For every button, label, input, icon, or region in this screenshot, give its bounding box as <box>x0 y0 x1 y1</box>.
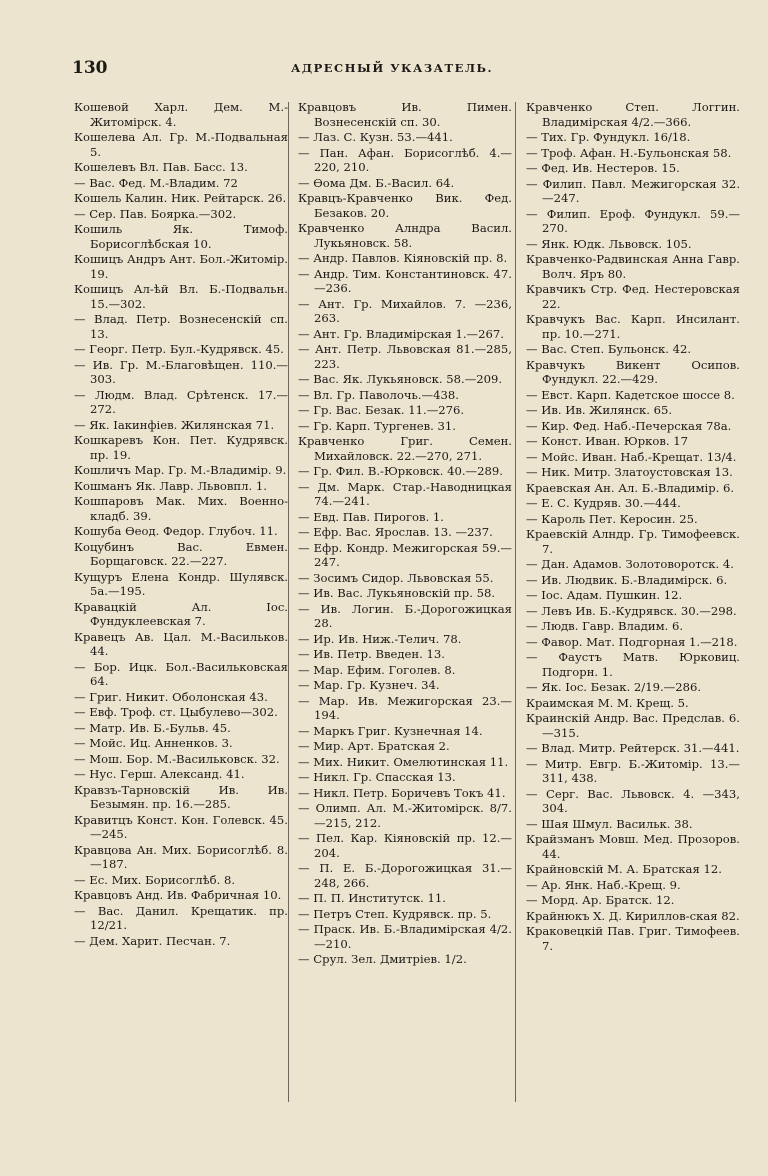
address-entry: — Серг. Вас. Львовск. 4. —343, 304. <box>526 786 740 815</box>
address-entry: — Бор. Ицк. Бол.-Васильковская 64. <box>74 659 288 688</box>
address-entry: — Фаустъ Матв. Юрковиц. Подгорн. 1. <box>526 650 740 679</box>
address-entry: Краинскій Андр. Вас. Предслав. 6.—315. <box>526 711 740 740</box>
address-entry: — Ив. Ив. Жилянск. 65. <box>526 403 673 417</box>
address-entry: — Ар. Янк. Наб.-Крещ. 9. <box>526 877 681 892</box>
address-entry: Кравитцъ Конст. Кон. Голевск. 45.—245. <box>74 812 288 841</box>
address-entry: — Ефр. Кондр. Межигорская 59.—247. <box>298 540 512 569</box>
address-entry: — Евф. Троф. ст. Цыбулево—302. <box>74 705 278 719</box>
address-entry: — Дан. Адамов. Золотоворотск. 4. <box>526 557 734 571</box>
address-entry: — Гр. Вас. Безак. 11.—276. <box>298 403 465 417</box>
address-entry: Краевская Ан. Ал. Б.-Владимір. 6. <box>526 480 735 495</box>
address-entry: — Митр. Евгр. Б.-Житомір. 13.—311, 438. <box>526 756 740 785</box>
address-entry: — Янк. Юдк. Львовск. 105. <box>526 236 692 251</box>
address-entry: Кравченко Степ. Логгин. Владимірская 4/2.—366. <box>526 100 740 129</box>
address-entry: — Вл. Гр. Паволочь.—438. <box>298 387 459 402</box>
address-entry: Крайнюкъ Х. Д. Кириллов-ская 82. <box>526 908 740 923</box>
address-entry: — Петръ Степ. Кудрявск. пр. 5. <box>298 906 492 921</box>
address-entry: — Конст. Иван. Юрков. 17 <box>526 434 689 448</box>
address-entry: — Филип. Ероф. Фундукл. 59.—270. <box>526 206 740 235</box>
address-entry: Кошелевъ Вл. Пав. Басс. 13. <box>74 160 248 174</box>
address-entry: — Левъ Ив. Б.-Кудрявск. 30.—298. <box>526 603 737 618</box>
address-entry: — Георг. Петр. Бул.-Кудрявск. 45. <box>74 342 284 356</box>
address-entry: — Ефр. Вас. Ярослав. 13. —237. <box>298 525 493 539</box>
address-entry: Кошицъ Ал-ѣй Вл. Б.-Подвальн. 15.—302. <box>74 282 288 311</box>
address-entry: Крайновскій М. А. Братская 12. <box>526 862 722 876</box>
address-entry: Кравцовъ Ив. Пимен. Вознесенскій сп. 30. <box>298 100 512 129</box>
address-entry: — Зосимъ Сидор. Львовская 55. <box>298 570 494 585</box>
address-entry: — Ѳома Дм. Б.-Васил. 64. <box>298 175 455 190</box>
address-entry: — Кароль Пет. Керосин. 25. <box>526 511 698 526</box>
address-entry: Кравацкій Ал. Iос. Фундуклеевская 7. <box>74 599 288 628</box>
address-entry: Кошицъ Андръ Ант. Бол.-Житомір. 19. <box>74 252 288 281</box>
address-entry: Кошкаревъ Кон. Пет. Кудрявск. пр. 19. <box>74 433 288 462</box>
address-entry: — П. Е. Б.-Дорогожицкая 31.—248, 266. <box>298 861 512 890</box>
address-entry: — Як. Iос. Безак. 2/19.—286. <box>526 680 702 694</box>
address-entry: — Ив. Петр. Введен. 13. <box>298 647 445 661</box>
address-entry: — Олимп. Ал. М.-Житомірск. 8/7.—215, 212. <box>298 801 512 830</box>
page-header <box>72 58 712 82</box>
address-entry: — Мир. Арт. Братская 2. <box>298 739 450 753</box>
address-entry: — Пан. Афан. Борисоглѣб. 4.—220, 210. <box>298 145 512 174</box>
address-entry: Крайзманъ Мовш. Мед. Прозоров. 44. <box>526 832 740 861</box>
address-entry: Кравченко-Радвинская Анна Гавр. Волч. Яръ 80. <box>526 252 740 281</box>
address-entry: — Никл. Гр. Спасская 13. <box>298 770 456 784</box>
address-entry: — Вас. Як. Лукьяновск. 58.—209. <box>298 372 503 386</box>
address-entry: — Людв. Гавр. Владим. 6. <box>526 619 684 633</box>
address-entry: — Ант. Гр. Михайлов. 7. —236, 263. <box>298 296 512 325</box>
address-entry: Краевскій Алндр. Гр. Тимофеевск. 7. <box>526 527 740 556</box>
address-entry: — Влад. Митр. Рейтерск. 31.—441. <box>526 741 740 755</box>
address-entry: — Е. С. Кудряв. 30.—444. <box>526 496 681 510</box>
address-entry: — Андр. Тим. Константиновск. 47.—236. <box>298 266 512 295</box>
address-entry: — Як. Iакинфіев. Жилянская 71. <box>74 417 275 432</box>
address-entry: Кравчикъ Стр. Фед. Нестеровская 22. <box>526 282 740 311</box>
address-entry: — Ив. Логин. Б.-Дорогожицкая 28. <box>298 601 512 630</box>
address-entry: — Влад. Петр. Вознесенскій сп. 13. <box>74 312 288 341</box>
address-entry: — Шая Шмул. Васильк. 38. <box>526 816 693 831</box>
address-entry: — Iос. Адам. Пушкин. 12. <box>526 588 683 602</box>
address-entry: Кравецъ Ав. Цал. М.-Васильков. 44. <box>74 629 288 658</box>
address-entry: Кошиль Як. Тимоф. Борисоглѣбская 10. <box>74 222 288 251</box>
address-entry: Кравчукъ Викент Осипов. Фундукл. 22.—429. <box>526 357 740 386</box>
column-middle <box>298 100 512 968</box>
column-left <box>74 100 288 949</box>
address-entry: — Никл. Петр. Боричевъ Токъ 41. <box>298 785 506 800</box>
address-entry: — Фавор. Мат. Подгорная 1.—218. <box>526 634 738 649</box>
address-entry: — Ник. Митр. Златоустовская 13. <box>526 465 733 479</box>
address-entry: — Ив. Вас. Лукьяновскій пр. 58. <box>298 586 496 600</box>
column-divider <box>288 102 289 1102</box>
address-entry: — Срул. Зел. Дмитріев. 1/2. <box>298 952 467 966</box>
address-entry: — Тих. Гр. Фундукл. 16/18. <box>526 130 691 144</box>
address-entry: — Мойс. Иц. Анненков. 3. <box>74 736 233 750</box>
address-entry: Кравчукъ Вас. Карп. Инсилант. пр. 10.—271. <box>526 312 740 341</box>
address-entry: — Ант. Гр. Владимірская 1.—267. <box>298 326 504 341</box>
address-entry: Кошелева Ал. Гр. М.-Подвальная 5. <box>74 130 288 159</box>
address-entry: Кошличъ Мар. Гр. М.-Владимір. 9. <box>74 463 287 477</box>
address-entry: Кравзъ-Тарновскій Ив. Ив. Безымян. пр. 16.—285. <box>74 782 288 811</box>
address-entry: — Мар. Ив. Межигорская 23.—194. <box>298 693 512 722</box>
address-entry: Кошель Калин. Ник. Рейтарск. 26. <box>74 191 287 205</box>
address-entry: Кравцова Ан. Мих. Борисоглѣб. 8.—187. <box>74 842 288 871</box>
address-entry: — Андр. Павлов. Кіяновскій пр. 8. <box>298 251 508 265</box>
address-entry: — Гр. Карп. Тургенев. 31. <box>298 418 456 433</box>
address-entry: — Ив. Гр. М.-Благовѣщен. 110.—303. <box>74 357 288 386</box>
address-entry: Краимская М. М. Крещ. 5. <box>526 695 689 710</box>
address-entry: — Ив. Людвик. Б.-Владимірск. 6. <box>526 572 728 587</box>
address-entry: Кошевой Харл. Дем. М.-Житомірск. 4. <box>74 100 288 129</box>
address-entry: — Мош. Бор. М.-Васильковск. 32. <box>74 751 280 766</box>
column-divider <box>515 102 516 1102</box>
address-entry: — Евд. Пав. Пирогов. 1. <box>298 509 444 524</box>
address-entry: — Дем. Харит. Песчан. 7. <box>74 933 231 948</box>
address-entry: — Ир. Ив. Ниж.-Телич. 78. <box>298 631 462 646</box>
address-entry: — Мойс. Иван. Наб.-Крещат. 13/4. <box>526 449 737 464</box>
address-entry: — Маркъ Григ. Кузнечная 14. <box>298 723 483 738</box>
address-entry: — Праск. Ив. Б.-Владимірская 4/2.—210. <box>298 922 512 951</box>
address-entry: — Вас. Данил. Крещатик. пр. 12/21. <box>74 903 288 932</box>
address-entry: — Лаз. С. Кузн. 53.—441. <box>298 130 453 144</box>
address-entry: — Ант. Петр. Львовская 81.—285, 223. <box>298 342 512 371</box>
address-entry: — Сер. Пав. Боярка.—302. <box>74 206 237 221</box>
address-entry: Кравцовъ Анд. Ив. Фабричная 10. <box>74 888 282 902</box>
address-entry: — Ес. Мих. Борисоглѣб. 8. <box>74 872 236 887</box>
running-title: АДРЕСНЫЙ УКАЗАТЕЛЬ. <box>290 61 494 75</box>
address-entry: — Морд. Ар. Братск. 12. <box>526 893 675 907</box>
address-entry: — П. П. Институтск. 11. <box>298 891 446 905</box>
address-entry: — Матр. Ив. Б.-Бульв. 45. <box>74 720 231 735</box>
address-entry: Кошпаровъ Мак. Мих. Военно-кладб. 39. <box>74 494 288 523</box>
address-entry: Краковецкій Пав. Григ. Тимофеев. 7. <box>526 924 740 953</box>
address-entry: — Мих. Никит. Омелютинская 11. <box>298 754 509 769</box>
address-entry: — Мар. Ефим. Гоголев. 8. <box>298 662 456 677</box>
address-entry: Коцубинъ Вас. Евмен. Борщаговск. 22.—227. <box>74 539 288 568</box>
address-entry: — Троф. Афан. Н.-Бульонская 58. <box>526 145 732 160</box>
address-entry: — Нус. Герш. Александ. 41. <box>74 767 245 781</box>
address-entry: — Вас. Степ. Бульонск. 42. <box>526 342 692 356</box>
address-entry: — Фед. Ив. Нестеров. 15. <box>526 161 680 175</box>
address-entry: — Григ. Никит. Оболонская 43. <box>74 689 268 704</box>
address-entry: Кущуръ Елена Кондр. Шулявск. 5а.—195. <box>74 569 288 598</box>
address-entry: — Вас. Фед. М.-Владим. 72 <box>74 175 238 190</box>
address-entry: — Кир. Фед. Наб.-Печерская 78а. <box>526 418 732 433</box>
address-entry: — Дм. Марк. Стар.-Наводницкая 74.—241. <box>298 479 512 508</box>
address-entry: Кравченко Алндра Васил. Лукьяновск. 58. <box>298 221 512 250</box>
address-entry: — Гр. Фил. В.-Юрковск. 40.—289. <box>298 464 503 478</box>
address-entry: Кравченко Григ. Семен. Михайловск. 22.—270, 271. <box>298 434 512 463</box>
address-entry: Кошманъ Як. Лавр. Львовпл. 1. <box>74 478 267 493</box>
address-entry: Кравцъ-Кравченко Вик. Фед. Безаков. 20. <box>298 191 512 220</box>
address-entry: — Мар. Гр. Кузнеч. 34. <box>298 678 440 692</box>
address-entry: — Евст. Карп. Кадетское шоссе 8. <box>526 387 735 402</box>
address-entry: — Пел. Кар. Кіяновскій пр. 12.—204. <box>298 831 512 860</box>
page-number: 130 <box>72 58 108 78</box>
address-entry: Кошуба Ѳеод. Федор. Глубоч. 11. <box>74 524 278 538</box>
column-right <box>526 100 740 954</box>
address-entry: — Филип. Павл. Межигорская 32.—247. <box>526 176 740 205</box>
address-entry: — Людм. Влад. Срѣтенск. 17.—272. <box>74 387 288 416</box>
